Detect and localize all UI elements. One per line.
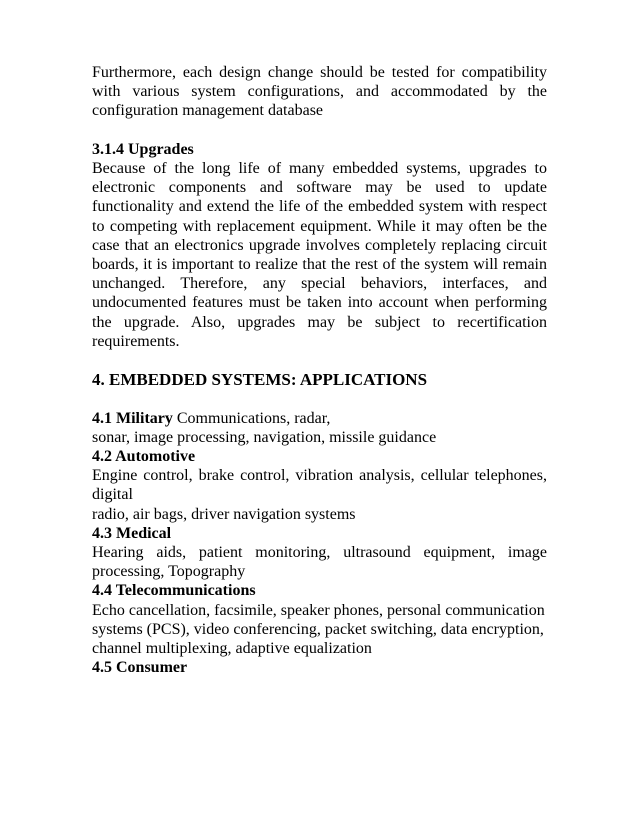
- military-heading: 4.1 Military: [92, 409, 173, 427]
- automotive-text-line1: Engine control, brake control, vibration analysis, cellular telephones, digital: [92, 467, 547, 504]
- section-heading-upgrades: 3.1.4 Upgrades: [92, 140, 194, 158]
- consumer-heading: 4.5 Consumer: [92, 659, 188, 677]
- telecom-text-line1: Echo cancellation, facsimile, speaker phones, personal communication: [92, 601, 545, 619]
- automotive-heading: 4.2 Automotive: [92, 448, 196, 466]
- telecom-text-line3: channel multiplexing, adaptive equalization: [92, 640, 372, 658]
- intro-paragraph: Furthermore, each design change should be tested for compatibility with various system configurations, and accommodated by the configuration management database: [92, 64, 547, 120]
- automotive-text-line2: radio, air bags, driver navigation systems: [92, 505, 356, 523]
- military-text-line1: Communications, radar,: [172, 409, 331, 427]
- medical-text: Hearing aids, patient monitoring, ultrasound equipment, image processing, Topography: [92, 544, 547, 581]
- telecom-heading: 4.4 Telecommunications: [92, 582, 256, 600]
- medical-heading: 4.3 Medical: [92, 524, 172, 542]
- spacer: [92, 351, 547, 370]
- military-text-line2: sonar, image processing, navigation, missile guidance: [92, 428, 437, 446]
- document-page: [92, 63, 547, 677]
- military-block: [92, 409, 547, 428]
- spacer: [92, 389, 547, 408]
- section-heading-applications: 4. EMBEDDED SYSTEMS: APPLICATIONS: [92, 370, 428, 390]
- spacer: [92, 121, 547, 140]
- upgrades-paragraph: Because of the long life of many embedded systems, upgrades to electronic components and software may be used to update functionality and extend the life of the embedded system with respect to competing with replacement equipment. While it may often be the case that an electronics upgrade involves completely replacing circuit boards, it is important to realize that the rest of the system will remain unchanged. Therefore, any special behaviors, interfaces, and undocumented features must be taken into account when performing the upgrade. Also, upgrades may be subject to recertification requirements.: [92, 160, 547, 350]
- telecom-text-line2: systems (PCS), video conferencing, packet switching, data encryption,: [92, 620, 544, 638]
